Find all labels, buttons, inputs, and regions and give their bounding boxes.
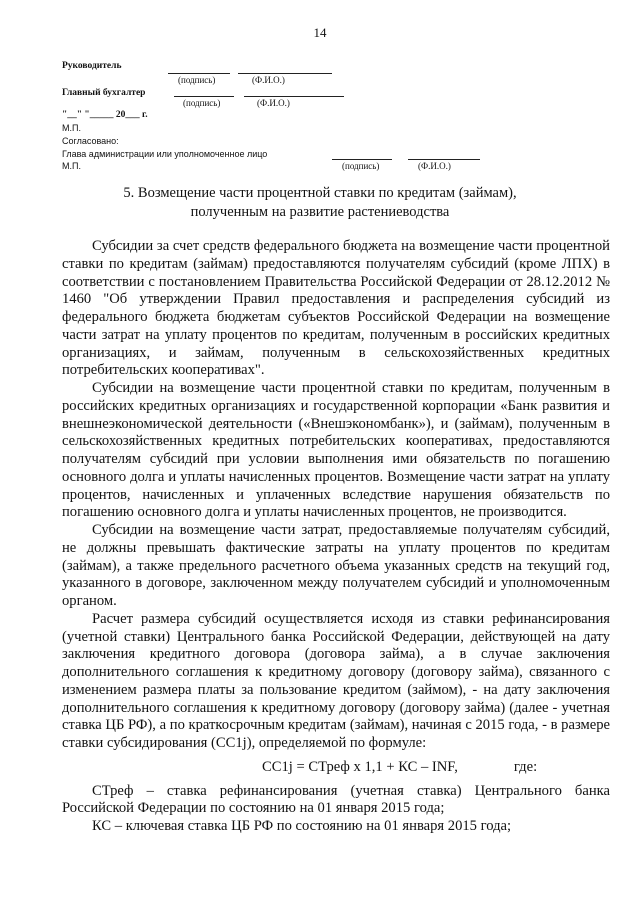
admin-label: Глава администрации или уполномоченное лицо [62, 149, 268, 159]
paragraph-2: Субсидии на возмещение части процентной ставки по кредитам, полученным в российских кредитных организациях и государственной корпорации «Банк развития и внешнеэкономической деятельности («Внешэкономбанк»), и (займам), полученным в сельскохозяйственных кредитных потребительских кооперативах, предоставляются получателям субсидий при условии выполнения ими обязательств по погашению основного долга и уплаты начисленных процентов. Возмещение части затрат на уплату процентов, начисленных и уплаченных вследствие нарушения обязательств по погашению основного долга и уплаты начисленных процентов, не производится. [62, 380, 610, 521]
paragraph-1: Субсидии за счет средств федерального бюджета на возмещение части процентной ставки по кредитам (займам) предоставляются получателям субсидий (кроме ЛПХ) в соответствии с постановлением Правительства Российской Федерации от 28.12.2012 № 1460 "Об утверждении Правил предоставления и распределения субсидий из федерального бюджета бюджетам субъектов Российской Федерации на возмещение части затрат на уплату процентов по кредитам, полученным в российских кредитных организациях, и займам, полученным в сельскохозяйственных кредитных потребительских кооперативах". [62, 238, 610, 379]
admin-signature-caption: (подпись) [342, 161, 380, 171]
date-line: "__" "_____ 20___ г. [62, 110, 148, 120]
head-signature-line [168, 73, 230, 74]
paragraph-4: Расчет размера субсидий осуществляется исходя из ставки рефинансирования (учетной ставки) Центрального банка Российской Федерации, действующей на дату заключения кредитного договора (договора займа), а в случае заключения дополнительного соглашения к кредитному договору (договору займа), связанного с изменением размера платы за пользование кредитом (займом), - на дату заключения дополнительного соглашения к кредитному договору (договору займа) (далее - учетная ставка ЦБ РФ), а по краткосрочным кредитам (займам), начиная с 2015 года, - в размере ставки субсидирования (СС1j), определяемой по формуле: [62, 610, 610, 751]
accountant-name-caption: (Ф.И.О.) [257, 98, 290, 108]
page-number: 14 [313, 25, 327, 40]
formula-line [62, 759, 610, 777]
paragraph-6: КС – ключевая ставка ЦБ РФ по состоянию на 01 января 2015 года; [92, 818, 512, 834]
admin-name-caption: (Ф.И.О.) [418, 161, 451, 171]
accountant-label: Главный бухгалтер [62, 88, 146, 98]
admin-name-line [408, 159, 480, 160]
stamp-place-2: М.П. [62, 161, 81, 171]
paragraph-5: СТреф – ставка рефинансирования (учетная ставка) Центрального банка Российской Федерации по состоянию на 01 января 2015 года; [62, 782, 610, 817]
accountant-signature-caption: (подпись) [183, 98, 221, 108]
head-name-line [238, 73, 332, 74]
accountant-name-line [244, 96, 344, 97]
paragraph-3: Субсидии на возмещение части затрат, предоставляемые получателям субсидий, не должны превышать фактические затраты на уплату процентов по кредитам (займам), а также предельного расчетного объема указанных средств на текущий год, указанного в договоре, заключенном между получателем субсидий и уполномоченным органом. [62, 522, 610, 609]
head-label: Руководитель [62, 61, 122, 71]
section-title-line-2: полученным на развитие растениеводства [190, 204, 450, 220]
head-name-caption: (Ф.И.О.) [252, 75, 285, 85]
section-body [62, 238, 610, 836]
admin-signature-line [332, 159, 392, 160]
formula-where: где: [513, 758, 538, 775]
head-signature-caption: (подпись) [178, 75, 216, 85]
agreed-label: Согласовано: [62, 136, 119, 146]
stamp-place-1: М.П. [62, 123, 81, 133]
accountant-signature-line [174, 96, 234, 97]
formula: СС1j = СТреф х 1,1 + КС – INF, [262, 758, 458, 775]
section-title-line-1: 5. Возмещение части процентной ставки по кредитам (займам), [123, 185, 517, 201]
